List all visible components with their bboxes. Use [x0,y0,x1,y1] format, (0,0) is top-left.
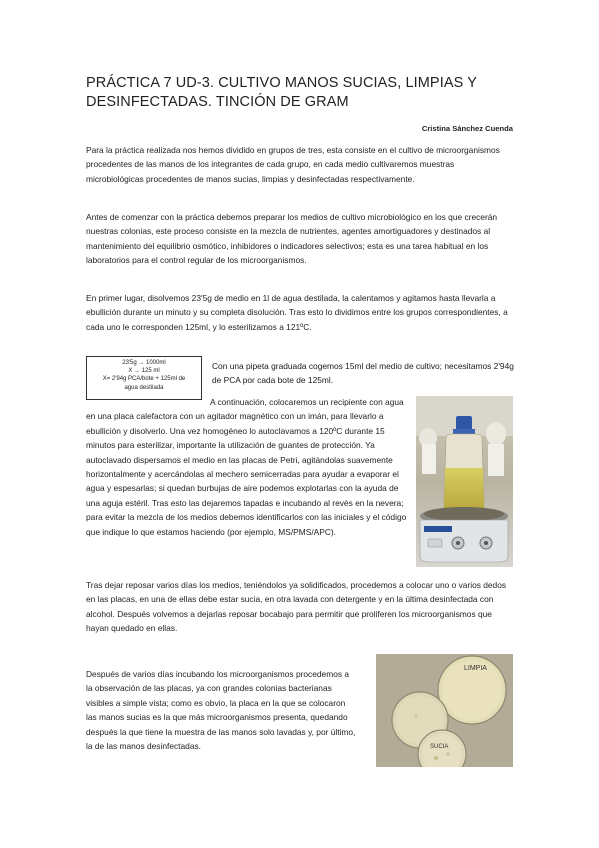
paragraph-fingers: Tras dejar reposar varios días los medios, teniéndolos ya solidificados, procedemos a colocar uno o varios dedos en las placas, en una de ellas debe estar sucia, en otra lavada con detergente y en la última desinfectada con alcohol. Después volvemos a dejarlas reposar bocabajo para permitir que proliferen los microorganismos que hayan quedado en ellas. [86,580,507,634]
calc-line: X → 125 ml [128,368,160,375]
paragraph-observation: Después de varios días incubando los microorganismos procedemos a la observación de las placas, ya con grandes colonias bacterianas visibles a simple vista; como es obvio, la placa en la que se colocaron las manos sucias es la que más microorganismos presenta, quedando después la que tiene la muestra de las manos solo lavadas y, por último, la de las manos desinfectadas. [86,669,356,752]
calculation-box [86,356,202,400]
paragraph-culture-media: Antes de comenzar con la práctica debemos preparar los medios de cultivo microbiológico en los que crecerán nuestras colonias, este proceso consiste en la mezcla de nutrientes, agentes amortiguadores y destinados al mantenimiento del equilibrio osmótico, inhibidores o indicadores selectivos; esta es una tarea habitual en los laboratorios para el control regular de los microorganismos. [86,212,498,266]
paragraph-procedure [86,395,411,539]
calc-line: X= 2'94g PCA/bote + 125ml de [102,376,186,383]
paragraph-pipette: Con una pipeta graduada cogemos 15ml del medio de cultivo; necesitamos 2'94g de PCA por cada bote de 125ml. [212,361,514,386]
paragraph-dissolution: En primer lugar, disolvemos 23'5g de medio en 1l de agua destilada, la calentamos y agitamos hasta llevarla a ebullición durante un minuto y su completa disolución. Tras esto lo dividimos entre los grupos correspondientes, a cada uno le corresponden 125ml, y lo esterilizamos a 121ºC. [86,293,508,332]
paragraph-intro: Para la práctica realizada nos hemos dividido en grupos de tres, esta consiste en el cultivo de microorganismos procedentes de las manos de los integrantes de cada grupo, en cada medio cultivaremos muestras microbiológicas procedentes de manos sucias, limpias y desinfectadas respectivamente. [86,145,500,184]
plate-label-sucia: SUCIA [430,744,449,750]
calc-line: agua destilada [124,384,164,391]
author-name: Cristina Sánchez Cuenda [421,124,513,133]
paragraph-procedure-text: A continuación, colocaremos un recipiente con agua en una placa calefactora con un agitador magnético con un imán, para llevarlo a ebullición y disolverlo. Una vez homogéneo lo autoclavamos a 120ºC durante 15 minutos para esterilizar, importante la utilización de guantes de protección. Ya autoclavado dispersamos el medio en las placas de Petri, agitándolas suavemente horizontalmente y acercándolas al mechero semicerradas para ayudar a evaporar el agua y espesarlas; si quedan burbujas de aire podemos explotarlas con la ayuda de una aguja estéril. Tras esto las dejaremos tapadas e incubando al revés en la nevera; para evitar la mezcla de los medios debemos identificarlos con las iniciales y el código que indique lo que estamos haciendo (por ejemplo, MS/PMS/APC). [86,397,407,537]
document-title: PRÁCTICA 7 UD-3. CULTIVO MANOS SUCIAS, LIMPIAS Y DESINFECTADAS. TINCIÓN DE GRAM [86,75,477,110]
calc-line: 23'5g → 1000ml [122,360,166,366]
plate-label-limpia: LIMPIA [464,665,487,672]
petri-dishes-photo [376,654,513,767]
hotplate-stirrer-photo [416,396,513,567]
